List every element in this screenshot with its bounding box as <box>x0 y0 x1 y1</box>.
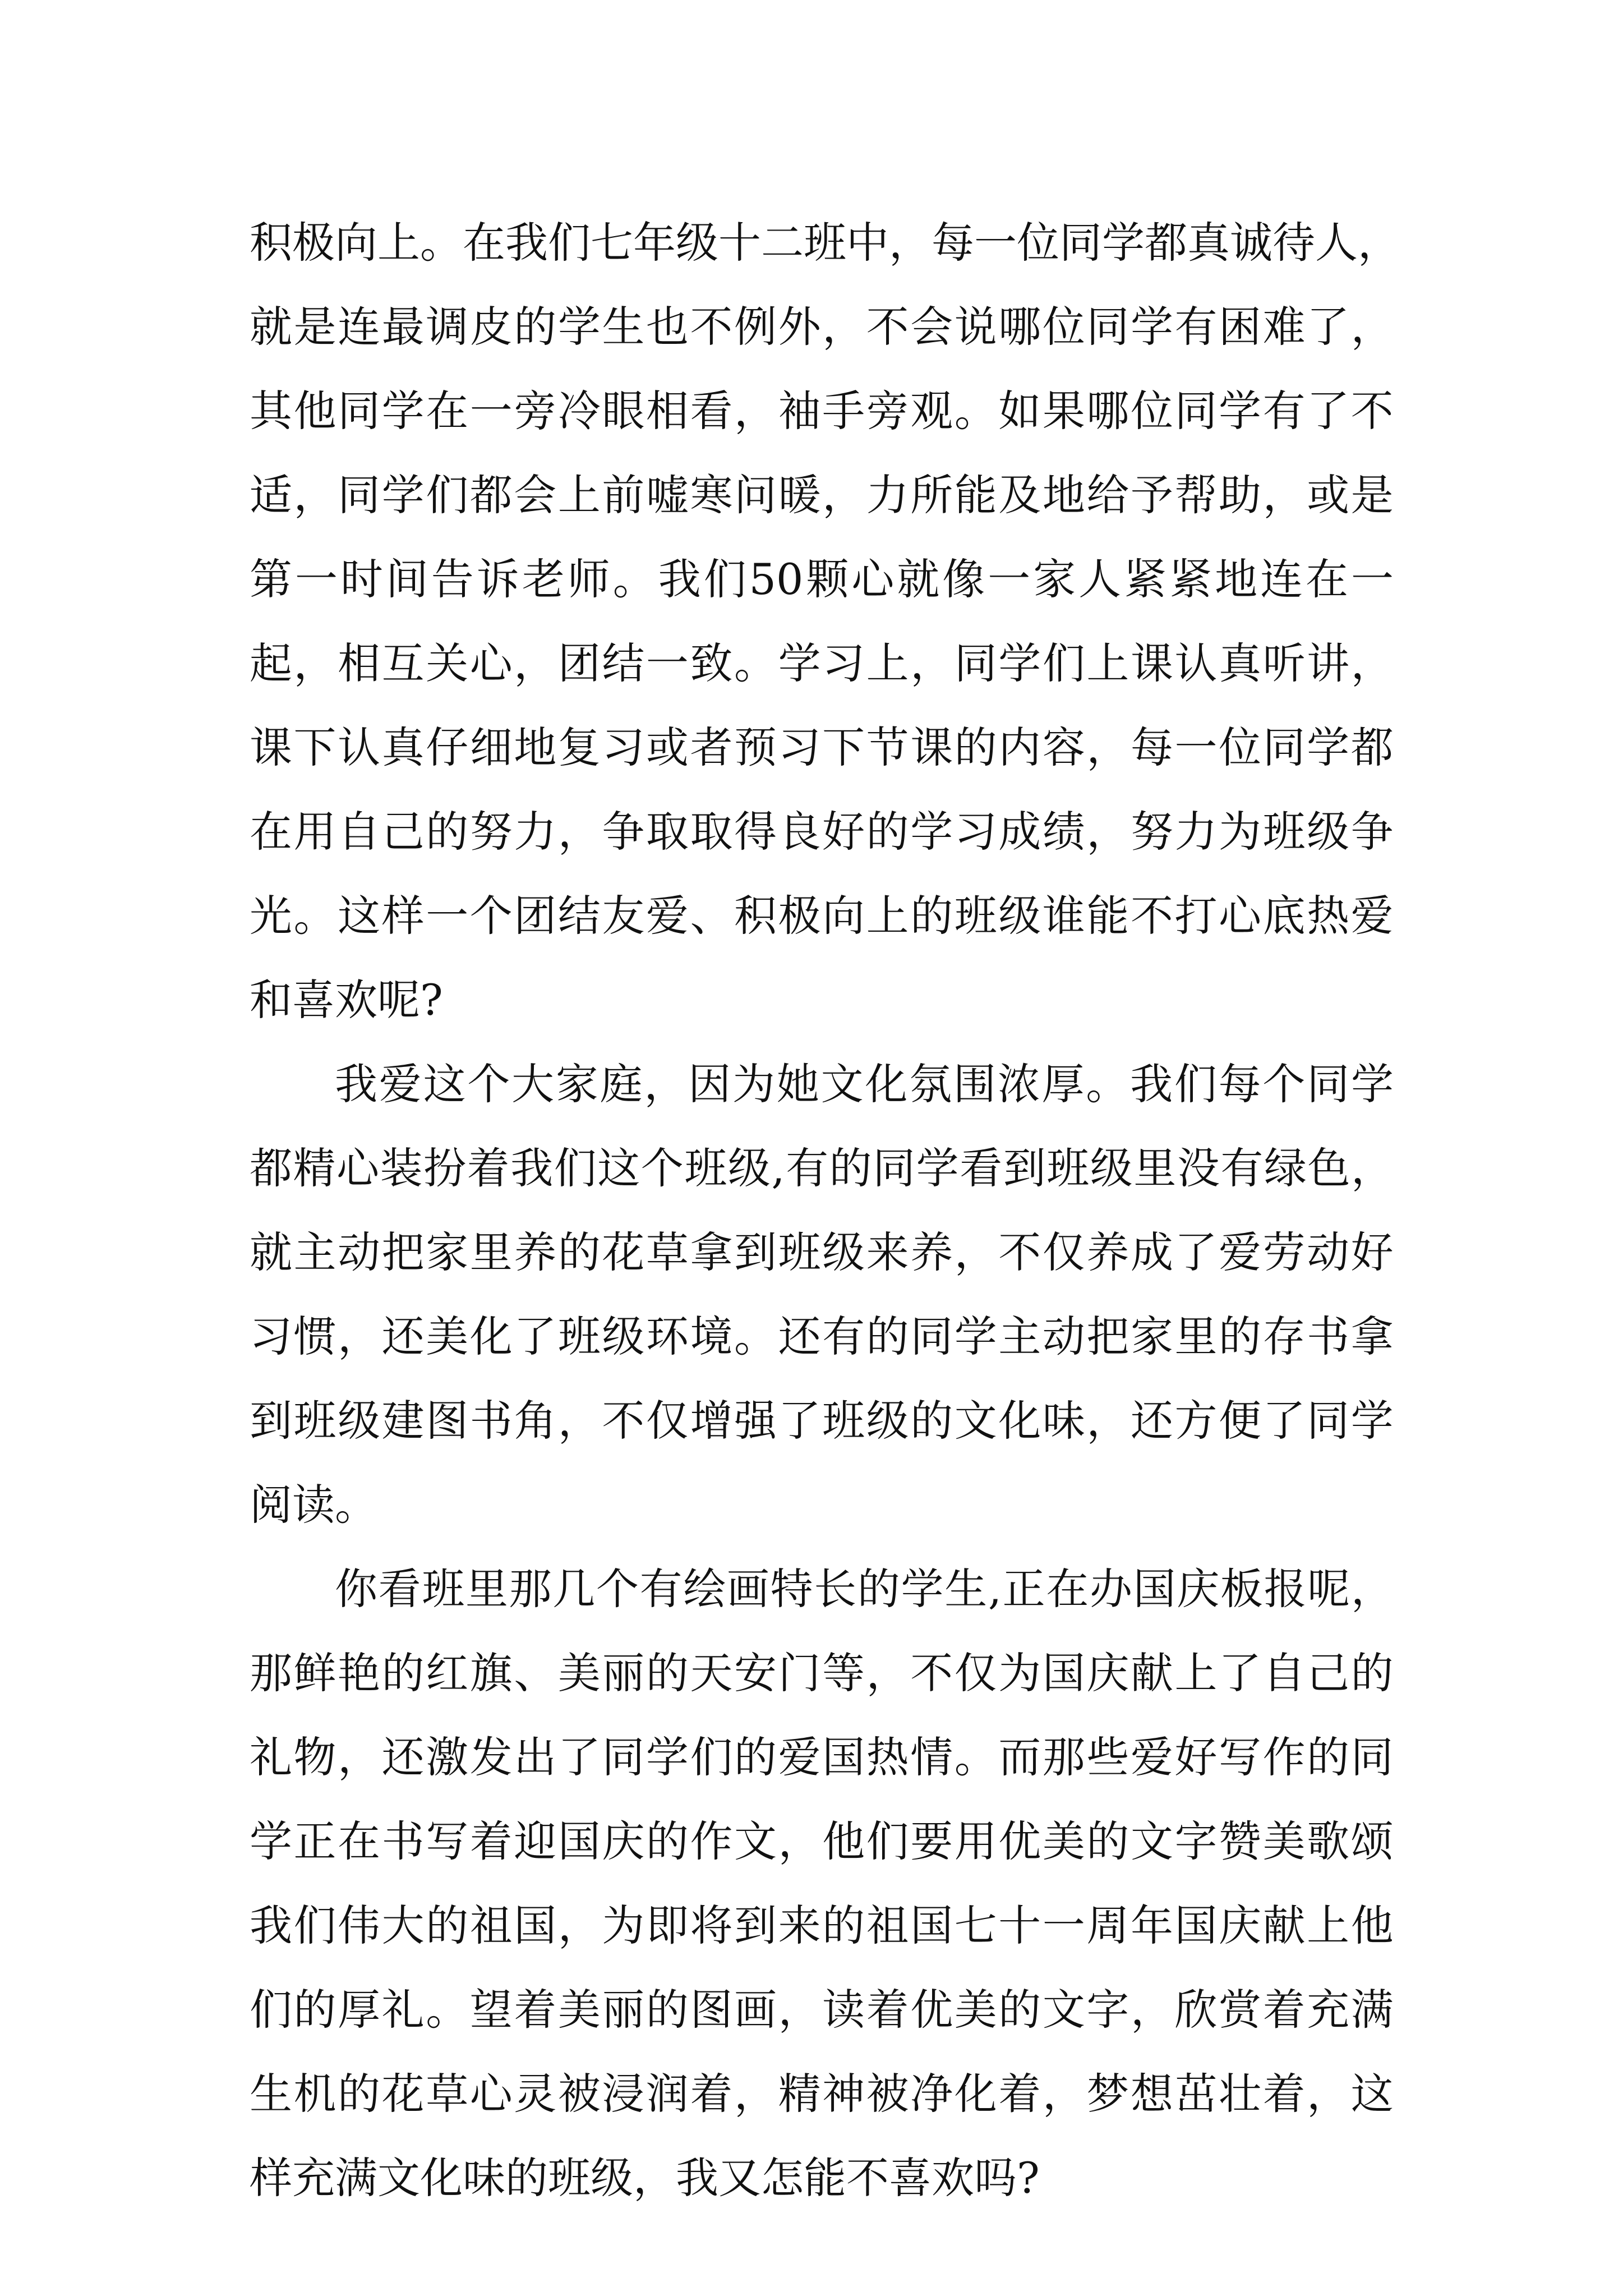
text-line: 你 看 班 里 那 几 个 有 绘 画 特 长 的 学 生 , 正 在 办 国 庆 板 报 呢 ， <box>335 1564 1394 1614</box>
text-line: 样充满文化味的班级，我又怎能不喜欢吗? <box>250 2153 1040 2203</box>
text-line: 我 爱 这 个 大 家 庭 ， 因 为 她 文 化 氛 围 浓 厚 。 我 们 每 个 同 学 <box>335 1059 1394 1109</box>
text-line: 到 班 级 建 图 书 角 ， 不 仅 增 强 了 班 级 的 文 化 味 ， 还 方 便 了 同 学 <box>250 1396 1394 1446</box>
text-line: 学 正 在 书 写 着 迎 国 庆 的 作 文 ， 他 们 要 用 优 美 的 文 字 赞 美 歌 颂 <box>250 1816 1394 1866</box>
text-line: 积 极 向 上 。 在 我 们 七 年 级 十 二 班 中 ， 每 一 位 同 学 都 真 诚 待 人 ， <box>250 218 1400 268</box>
text-line: 在 用 自 己 的 努 力 ， 争 取 取 得 良 好 的 学 习 成 绩 ， 努 力 为 班 级 争 <box>250 807 1394 857</box>
text-line: 就 是 连 最 调 皮 的 学 生 也 不 例 外 ， 不 会 说 哪 位 同 学 有 困 难 了 ， <box>250 302 1394 352</box>
text-line: 课 下 认 真 仔 细 地 复 习 或 者 预 习 下 节 课 的 内 容 ， 每 一 位 同 学 都 <box>250 723 1394 772</box>
text-line: 都 精 心 装 扮 着 我 们 这 个 班 级 , 有 的 同 学 看 到 班 级 里 没 有 绿 色 ， <box>250 1143 1394 1193</box>
text-line: 阅读。 <box>250 1480 377 1530</box>
text-line: 礼 物 ， 还 激 发 出 了 同 学 们 的 爱 国 热 情 。 而 那 些 爱 好 写 作 的 同 <box>250 1732 1394 1782</box>
text-line: 其 他 同 学 在 一 旁 冷 眼 相 看 ， 袖 手 旁 观 。 如 果 哪 位 同 学 有 了 不 <box>250 386 1394 436</box>
text-line: 第 一 时 间 告 诉 老 师 。 我 们 50 颗 心 就 像 一 家 人 紧 紧 地 连 在 一 <box>250 554 1394 604</box>
text-line: 生 机 的 花 草 心 灵 被 浸 润 着 ， 精 神 被 净 化 着 ， 梦 想 茁 壮 着 ， 这 <box>250 2069 1394 2119</box>
text-line: 适 ， 同 学 们 都 会 上 前 嘘 寒 问 暖 ， 力 所 能 及 地 给 予 帮 助 ， 或 是 <box>250 470 1394 520</box>
text-line: 我 们 伟 大 的 祖 国 ， 为 即 将 到 来 的 祖 国 七 十 一 周 年 国 庆 献 上 他 <box>250 1901 1394 1950</box>
text-line: 习 惯 ， 还 美 化 了 班 级 环 境 。 还 有 的 同 学 主 动 把 家 里 的 存 书 拿 <box>250 1312 1394 1361</box>
text-line: 就 主 动 把 家 里 养 的 花 草 拿 到 班 级 来 养 ， 不 仅 养 成 了 爱 劳 动 好 <box>250 1227 1394 1277</box>
text-line: 和喜欢呢? <box>250 975 443 1025</box>
text-line: 们 的 厚 礼 。 望 着 美 丽 的 图 画 ， 读 着 优 美 的 文 字 ， 欣 赏 着 充 满 <box>250 1985 1394 2035</box>
body-text <box>250 201 1400 2220</box>
text-line: 起 ， 相 互 关 心 ， 团 结 一 致 。 学 习 上 ， 同 学 们 上 课 认 真 听 讲 ， <box>250 638 1394 688</box>
text-line: 光 。 这 样 一 个 团 结 友 爱 、 积 极 向 上 的 班 级 谁 能 不 打 心 底 热 爱 <box>250 891 1394 941</box>
text-line: 那 鲜 艳 的 红 旗 、 美 丽 的 天 安 门 等 ， 不 仅 为 国 庆 献 上 了 自 己 的 <box>250 1648 1394 1698</box>
